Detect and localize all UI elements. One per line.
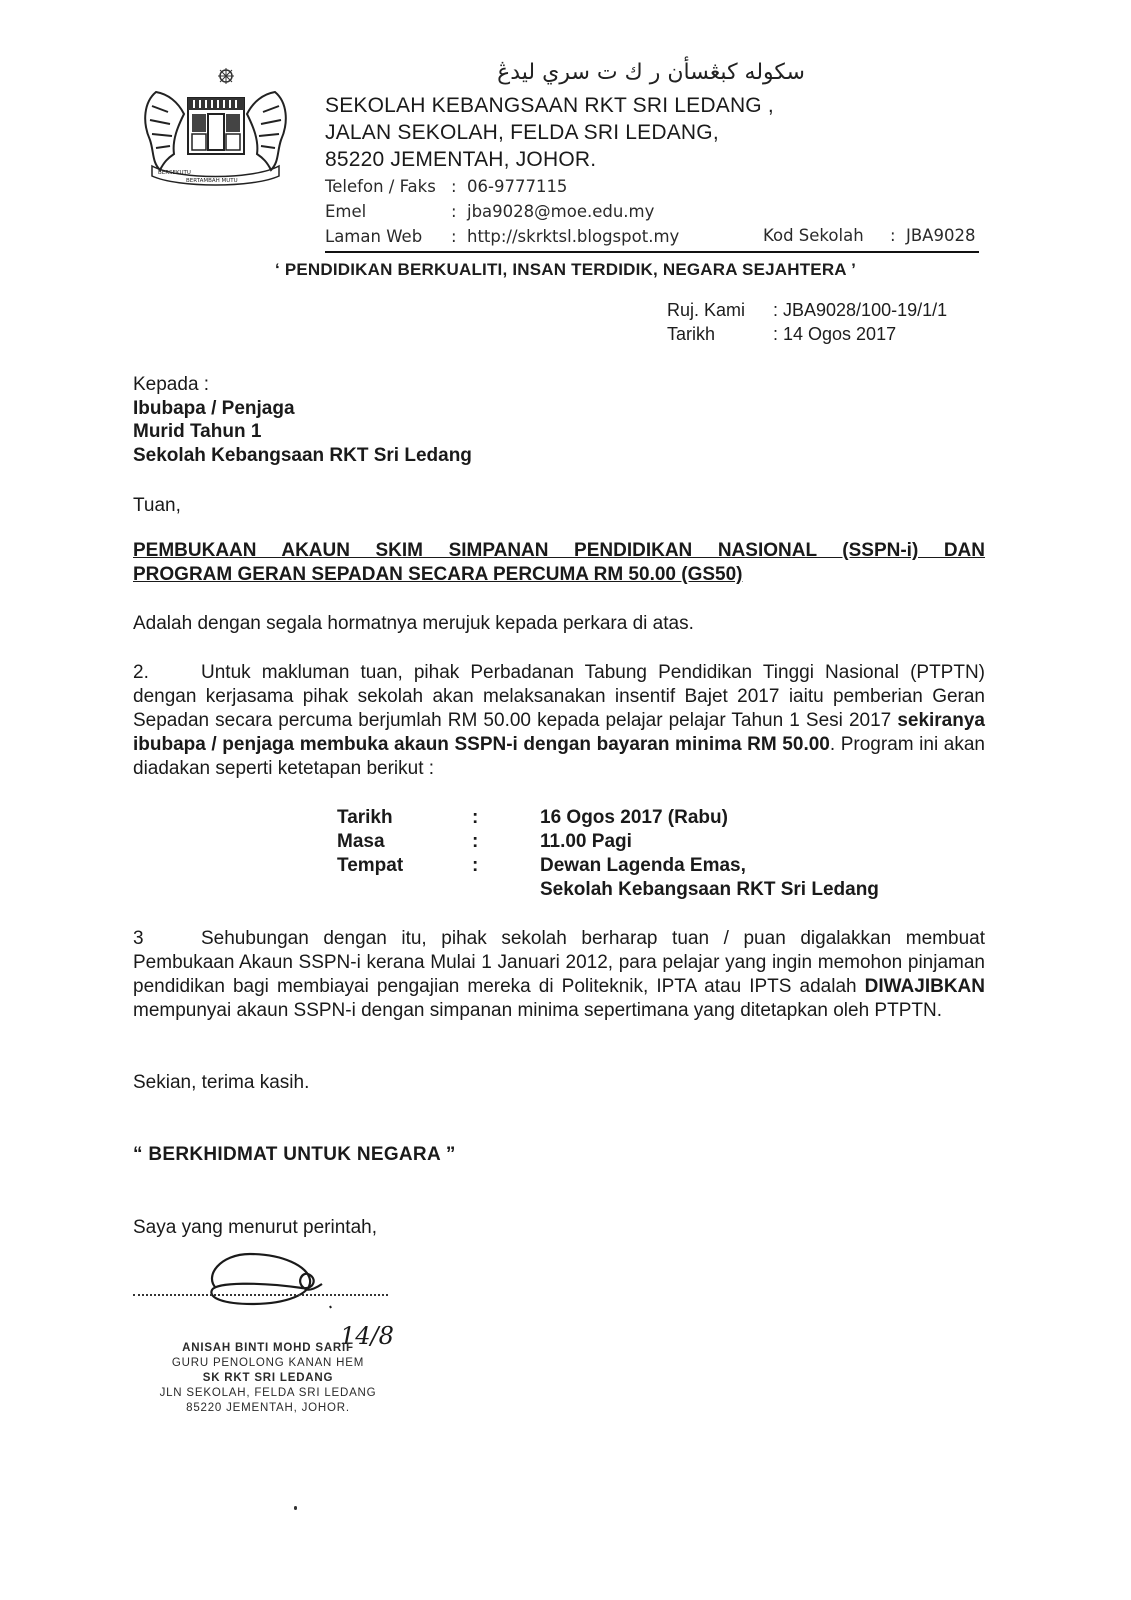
- email-sep: :: [451, 202, 457, 221]
- school-crest-logo: [138, 62, 293, 192]
- crest-motto-main: BERTAMBAH MUTU: [186, 178, 238, 184]
- school-address-line-2: 85220 JEMENTAH, JOHOR.: [325, 148, 597, 171]
- date-value: : 14 Ogos 2017: [773, 324, 897, 344]
- salutation: Tuan,: [133, 495, 181, 516]
- paragraph-2-text-a: Untuk makluman tuan, pihak Perbadanan Tabung Pendidikan Tinggi Nasional (PTPTN) dengan kerjasama pihak sekolah akan melaksanakan insentif Bajet 2017 iaitu pemberian Geran Sepadan secara percuma berjumlah RM 50.00 kepada pelajar pelajar Tahun 1 Sesi 2017: [133, 662, 985, 731]
- ref-value: : JBA9028/100-19/1/1: [773, 300, 948, 320]
- signoff: Saya yang menurut perintah,: [133, 1217, 377, 1238]
- recipient-line-1: Ibubapa / Penjaga: [133, 398, 295, 419]
- paragraph-1: Adalah dengan segala hormatnya merujuk kepada perkara di atas.: [133, 613, 694, 634]
- detail-time-colon: :: [472, 831, 479, 852]
- detail-venue-label: Tempat: [337, 855, 404, 876]
- to-label: Kepada :: [133, 374, 210, 395]
- detail-venue-line-2: Sekolah Kebangsaan RKT Sri Ledang: [540, 879, 879, 900]
- stamp-address-2: 85220 JEMENTAH, JOHOR.: [186, 1402, 350, 1414]
- school-name: SEKOLAH KEBANGSAAN RKT SRI LEDANG ,: [325, 94, 774, 117]
- signature-line: [133, 1294, 388, 1296]
- school-code-label: Kod Sekolah: [763, 226, 864, 245]
- web-value: http://skrktsl.blogspot.my: [467, 227, 680, 246]
- crest-motto-left: BERSEKUTU: [158, 170, 191, 176]
- detail-time-label: Masa: [337, 831, 385, 852]
- email-value: jba9028@moe.edu.my: [467, 202, 655, 221]
- scan-speck: [294, 1506, 297, 1510]
- stamp-school: SK RKT SRI LEDANG: [202, 1372, 334, 1384]
- detail-venue-line-1: Dewan Lagenda Emas,: [540, 855, 746, 876]
- school-motto: ‘ PENDIDIKAN BERKUALITI, INSAN TERDIDIK, NEGARA SEJAHTERA ’: [274, 260, 857, 279]
- paragraph-3-number: 3: [133, 928, 144, 949]
- stamp-name: ANISAH BINTI MOHD SARIF: [182, 1342, 354, 1354]
- signature-date: 14/8: [340, 1322, 394, 1350]
- school-code-value: JBA9028: [906, 226, 976, 245]
- phone-value: 06-9777115: [467, 177, 568, 196]
- paragraph-2-text-bold: sekiranya ibubapa / penjaga membuka akaun SSPN-i dengan bayaran minima RM 50.00: [133, 710, 985, 755]
- school-address-line-1: JALAN SEKOLAH, FELDA SRI LEDANG,: [325, 121, 719, 144]
- detail-time-value: 11.00 Pagi: [540, 831, 632, 852]
- phone-label: Telefon / Faks: [325, 177, 436, 196]
- paragraph-2-number: 2.: [133, 662, 149, 683]
- slogan: “ BERKHIDMAT UNTUK NEGARA ”: [133, 1144, 456, 1165]
- detail-venue-colon: :: [472, 855, 479, 876]
- detail-date-colon: :: [472, 807, 479, 828]
- letterhead-divider: [325, 251, 979, 253]
- subject-line-2: PROGRAM GERAN SEPADAN SECARA PERCUMA RM 50.00 (GS50): [133, 564, 743, 585]
- recipient-line-2: Murid Tahun 1: [133, 421, 262, 442]
- detail-date-value: 16 Ogos 2017 (Rabu): [540, 807, 728, 828]
- ref-label: Ruj. Kami: [667, 300, 746, 320]
- paragraph-3-text-a: Sehubungan dengan itu, pihak sekolah berharap tuan / puan digalakkan membuat Pembukaan Akaun SSPN-i kerana Mulai 1 Januari 2012, para pelajar yang ingin memohon pinjaman pendidikan bagi membiayai pengajian mereka di Politeknik, IPTA atau IPTS adalah: [133, 928, 985, 997]
- stamp-address-1: JLN SEKOLAH, FELDA SRI LEDANG: [159, 1387, 377, 1399]
- school-name-jawi: سکوله کبڠسأن ر ك ت سري ليدڠ: [497, 60, 805, 85]
- school-code-sep: :: [890, 226, 896, 245]
- detail-date-label: Tarikh: [337, 807, 393, 828]
- paragraph-2: [133, 661, 985, 781]
- paragraph-3-text-bold: DIWAJIBKAN: [864, 976, 985, 997]
- email-label: Emel: [325, 202, 367, 221]
- web-sep: :: [451, 227, 457, 246]
- paragraph-3-text-b: mempunyai akaun SSPN-i dengan simpanan minima sepertimana yang ditetapkan oleh PTPTN.: [133, 1000, 942, 1021]
- paragraph-2-text-b: . Program ini akan diadakan seperti ketetapan berikut :: [133, 734, 985, 779]
- phone-sep: :: [451, 177, 457, 196]
- stamp-title: GURU PENOLONG KANAN HEM: [171, 1357, 365, 1369]
- web-label: Laman Web: [325, 227, 423, 246]
- closing: Sekian, terima kasih.: [133, 1072, 310, 1093]
- subject-line-1: PEMBUKAAN AKAUN SKIM SIMPANAN PENDIDIKAN NASIONAL (SSPN-i) DAN: [133, 540, 985, 561]
- date-label: Tarikh: [667, 324, 716, 344]
- recipient-line-3: Sekolah Kebangsaan RKT Sri Ledang: [133, 445, 472, 466]
- paragraph-3: [133, 927, 985, 1023]
